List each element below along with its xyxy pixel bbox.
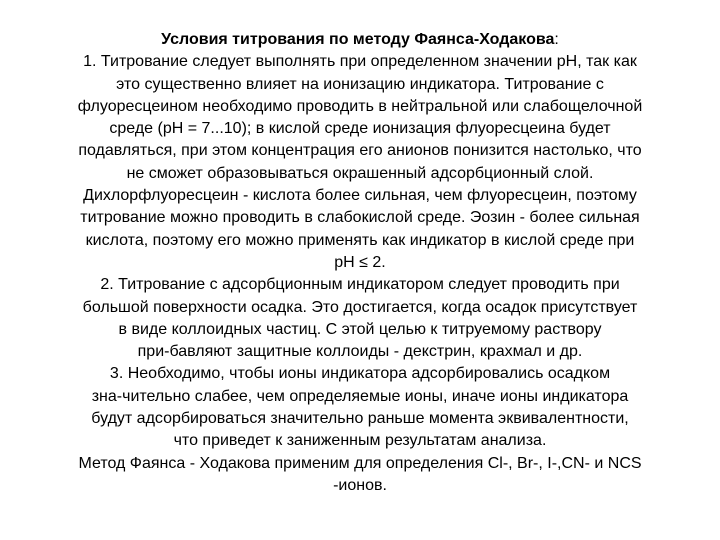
slide-text-block xyxy=(10,29,710,497)
text-line-10: pH ≤ 2. xyxy=(334,253,386,271)
text-line-12: большой поверхности осадка. Это достигается, когда осадок присутствует xyxy=(82,298,638,316)
text-line-13: в виде коллоидных частиц. С этой целью к титруемому раствору xyxy=(118,320,602,338)
text-line-6: не сможет образовываться окрашенный адсорбционный слой. xyxy=(126,164,594,182)
text-line-15: 3. Необходимо, чтобы ионы индикатора адсорбировались осадком xyxy=(109,365,611,383)
text-line-11: 2. Титрование с адсорбционным индикатором следует проводить при xyxy=(100,276,620,294)
text-line-7: Дихлорфлуоресцеин - кислота более сильная, чем флуоресцеин, поэтому xyxy=(83,187,637,205)
text-line-16: зна-чительно слабее, чем определяемые ионы, иначе ионы индикатора xyxy=(91,387,629,405)
text-line-18: что приведет к заниженным результатам анализа. xyxy=(173,432,547,450)
text-line-2: это существенно влияет на ионизацию индикатора. Титрование с xyxy=(116,75,604,93)
text-line-19: Метод Фаянса - Ходакова применим для определения Cl-, Br-, I-,CN- и NCS xyxy=(78,454,642,472)
title-line xyxy=(10,29,710,51)
text-line-4: среде (pH = 7...10); в кислой среде ионизация флуоресцеина будет xyxy=(109,120,611,138)
text-line-20: -ионов. xyxy=(333,476,387,494)
text-line-5: подавляться, при этом концентрация его анионов понизится настолько, что xyxy=(78,142,642,160)
text-line-3: флуоресцеином необходимо проводить в нейтральной или слабощелочной xyxy=(77,97,643,115)
slide-title: Условия титрования по методу Фаянса-Ходакова xyxy=(161,31,555,48)
text-line-8: титрование можно проводить в слабокислой среде. Эозин - более сильная xyxy=(80,209,640,227)
text-line-14: при-бавляют защитные коллоиды - декстрин, крахмал и др. xyxy=(137,343,583,361)
title-colon: : xyxy=(554,31,559,48)
text-line-1: 1. Титрование следует выполнять при определенном значении pH, так как xyxy=(83,53,637,71)
text-line-17: будут адсорбироваться значительно раньше момента эквивалентности, xyxy=(91,410,629,428)
text-line-9: кислота, поэтому его можно применять как индикатор в кислой среде при xyxy=(85,231,635,249)
